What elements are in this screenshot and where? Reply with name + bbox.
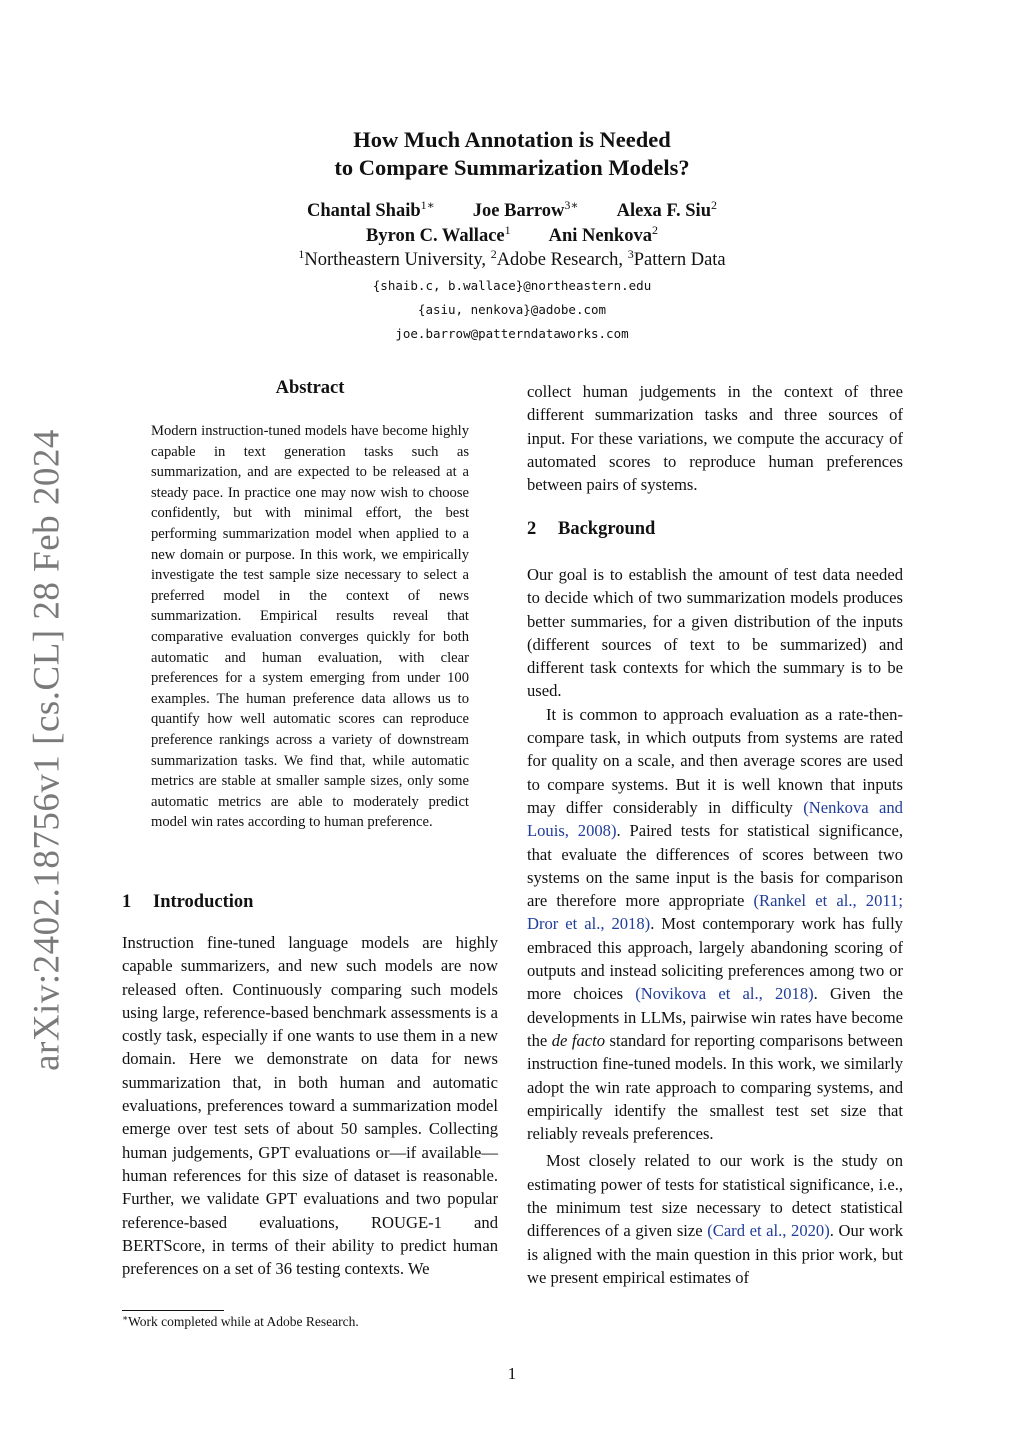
author-sup: 1 bbox=[504, 223, 511, 237]
text-run: Most closely related to our work is the study on estimating power of tests for statistical significance, i.e., the minimum test size necessary to detect statistical differences of a given size bbox=[527, 1151, 903, 1241]
title-line-1: How Much Annotation is Needed bbox=[353, 127, 671, 152]
author-sup: 1∗ bbox=[420, 198, 435, 212]
author-name: Alexa F. Siu bbox=[616, 201, 711, 221]
affiliation: Adobe Research, bbox=[496, 250, 628, 270]
intro-paragraph bbox=[122, 931, 498, 1280]
aff-sup: 2 bbox=[490, 247, 497, 261]
aff-sup: 1 bbox=[298, 247, 305, 261]
footnote bbox=[122, 1313, 359, 1331]
text-run: . Most contemporary work has fully embraced this approach, largely abandoning scoring of outputs and instead soliciting preferences among two or more choices bbox=[527, 914, 903, 1004]
title-line-2: to Compare Summarization Models? bbox=[334, 155, 690, 180]
email-block bbox=[0, 274, 1024, 346]
email-line: {asiu, nenkova}@adobe.com bbox=[417, 302, 607, 317]
paragraph bbox=[527, 703, 903, 1146]
section-heading-introduction bbox=[122, 892, 253, 913]
text-run: . Given the developments in LLMs, pairwise win rates have become the bbox=[527, 984, 903, 1050]
author-sup: 2 bbox=[710, 198, 717, 212]
arxiv-stamp: arXiv:2402.18756v1 [cs.CL] 28 Feb 2024 bbox=[26, 429, 68, 1071]
paragraph: collect human judgements in the context of three different summarization tasks and three sources of input. For these variations, we compute the accuracy of automated scores to reproduce human preferences between pairs of systems. bbox=[527, 382, 903, 495]
author-name: Ani Nenkova bbox=[548, 226, 652, 246]
citation-link[interactable]: (Rankel et al., 2011; Dror et al., 2018) bbox=[527, 891, 903, 934]
text-run: It is common to approach evaluation as a rate-then-compare task, in which outputs from systems are rated for quality on a scale, and then average scores are used to compare systems. But it is well known that inputs may differ considerably in difficulty bbox=[527, 704, 903, 817]
abstract-heading: Abstract bbox=[275, 378, 345, 398]
affiliation: Pattern Data bbox=[633, 250, 726, 270]
citation-link[interactable]: (Nenkova and Louis, 2008) bbox=[527, 797, 903, 841]
paper-title bbox=[0, 126, 1024, 182]
affiliation: Northeastern University, bbox=[304, 250, 491, 270]
paragraph: Instruction fine-tuned language models are highly capable summarizers, and new such models are now released often. Continuously comparing such models using large, reference-based benchmark assessments is a costly task, especially if one wants to use them in a new domain. Here we demonstrate on data for news summarization that, in both human and automatic evaluations, preferences toward a summarization model emerge over test sets of about 50 samples. Collecting human judgements, GPT evaluations or—if available—human references for this size of dataset is reasonable. Further, we validate GPT evaluations and two popular reference-based evaluations, ROUGE-1 and BERTScore, in terms of their ability to predict human preferences on a set of 36 testing contexts. We bbox=[122, 933, 498, 1279]
citation-link[interactable]: (Novikova et al., 2018) bbox=[635, 984, 814, 1004]
section-title: Introduction bbox=[153, 892, 254, 912]
author-line-2 bbox=[0, 224, 1024, 248]
section-number: 1 bbox=[122, 892, 132, 912]
right-column-top bbox=[527, 380, 903, 496]
text-run: . Paired tests for statistical significance, that evaluate the differences of scores between two systems on the same input is the basis for comparison are therefore more appropriate bbox=[527, 821, 904, 911]
author-name: Chantal Shaib bbox=[307, 201, 421, 221]
background-body bbox=[527, 563, 903, 1289]
section-title: Background bbox=[558, 519, 656, 539]
abstract-text: Modern instruction-tuned models have become highly capable in text generation tasks such as summarization, and are expected to be released at a steady pace. In practice one may now wish to choose confidently, but with minimal effort, the best performing summarization model when applied to a new domain or purpose. In this work, we empirically investigate the test sample size necessary to select a preferred model in the context of news summarization. Empirical results reveal that comparative evaluation converges quickly for both automatic and human evaluation, with clear preferences for a system emerging from under 100 examples. The human preference data allows us to quantify how well automatic scores can reproduce preference rankings across a variety of downstream summarization tasks. We find that, while automatic metrics are stable at smaller sample sizes, only some automatic metrics are able to moderately predict model win rates according to human preference. bbox=[151, 423, 469, 831]
section-heading-background bbox=[527, 519, 655, 540]
author-sup: 2 bbox=[651, 223, 658, 237]
emphasis: de facto bbox=[551, 1030, 606, 1050]
author-sup: 3∗ bbox=[564, 198, 579, 212]
section-number: 2 bbox=[527, 519, 537, 539]
affiliations bbox=[0, 248, 1024, 272]
text-run: standard for reporting comparisons between instruction fine-tuned models. In this work, we similarly adopt the win rate approach to comparing systems, and empirically identify the smallest test set size that reliably reveals preferences. bbox=[527, 1030, 903, 1144]
author-name: Joe Barrow bbox=[472, 201, 565, 221]
footnote-text: Work completed while at Adobe Research. bbox=[128, 1314, 359, 1329]
author-line-1 bbox=[0, 199, 1024, 223]
text-run: . Our work is aligned with the main question in this prior work, but we present empirical estimates of bbox=[527, 1221, 903, 1287]
aff-sup: 3 bbox=[627, 247, 634, 261]
footnote-rule bbox=[122, 1310, 224, 1311]
paragraph bbox=[527, 1149, 903, 1289]
email-line: {shaib.c, b.wallace}@northeastern.edu bbox=[372, 278, 652, 293]
citation-link[interactable]: (Card et al., 2020) bbox=[707, 1221, 830, 1241]
email-line: joe.barrow@patterndataworks.com bbox=[395, 326, 629, 341]
paragraph: Our goal is to establish the amount of test data needed to decide which of two summarization models produces better summaries, for a given distribution of the inputs (different sources of text to be summarized) and different task contexts for which the summary is to be used. bbox=[527, 565, 903, 701]
footnote-mark: ∗ bbox=[122, 1313, 129, 1323]
author-name: Byron C. Wallace bbox=[366, 226, 505, 246]
page-number: 1 bbox=[507, 1364, 517, 1383]
